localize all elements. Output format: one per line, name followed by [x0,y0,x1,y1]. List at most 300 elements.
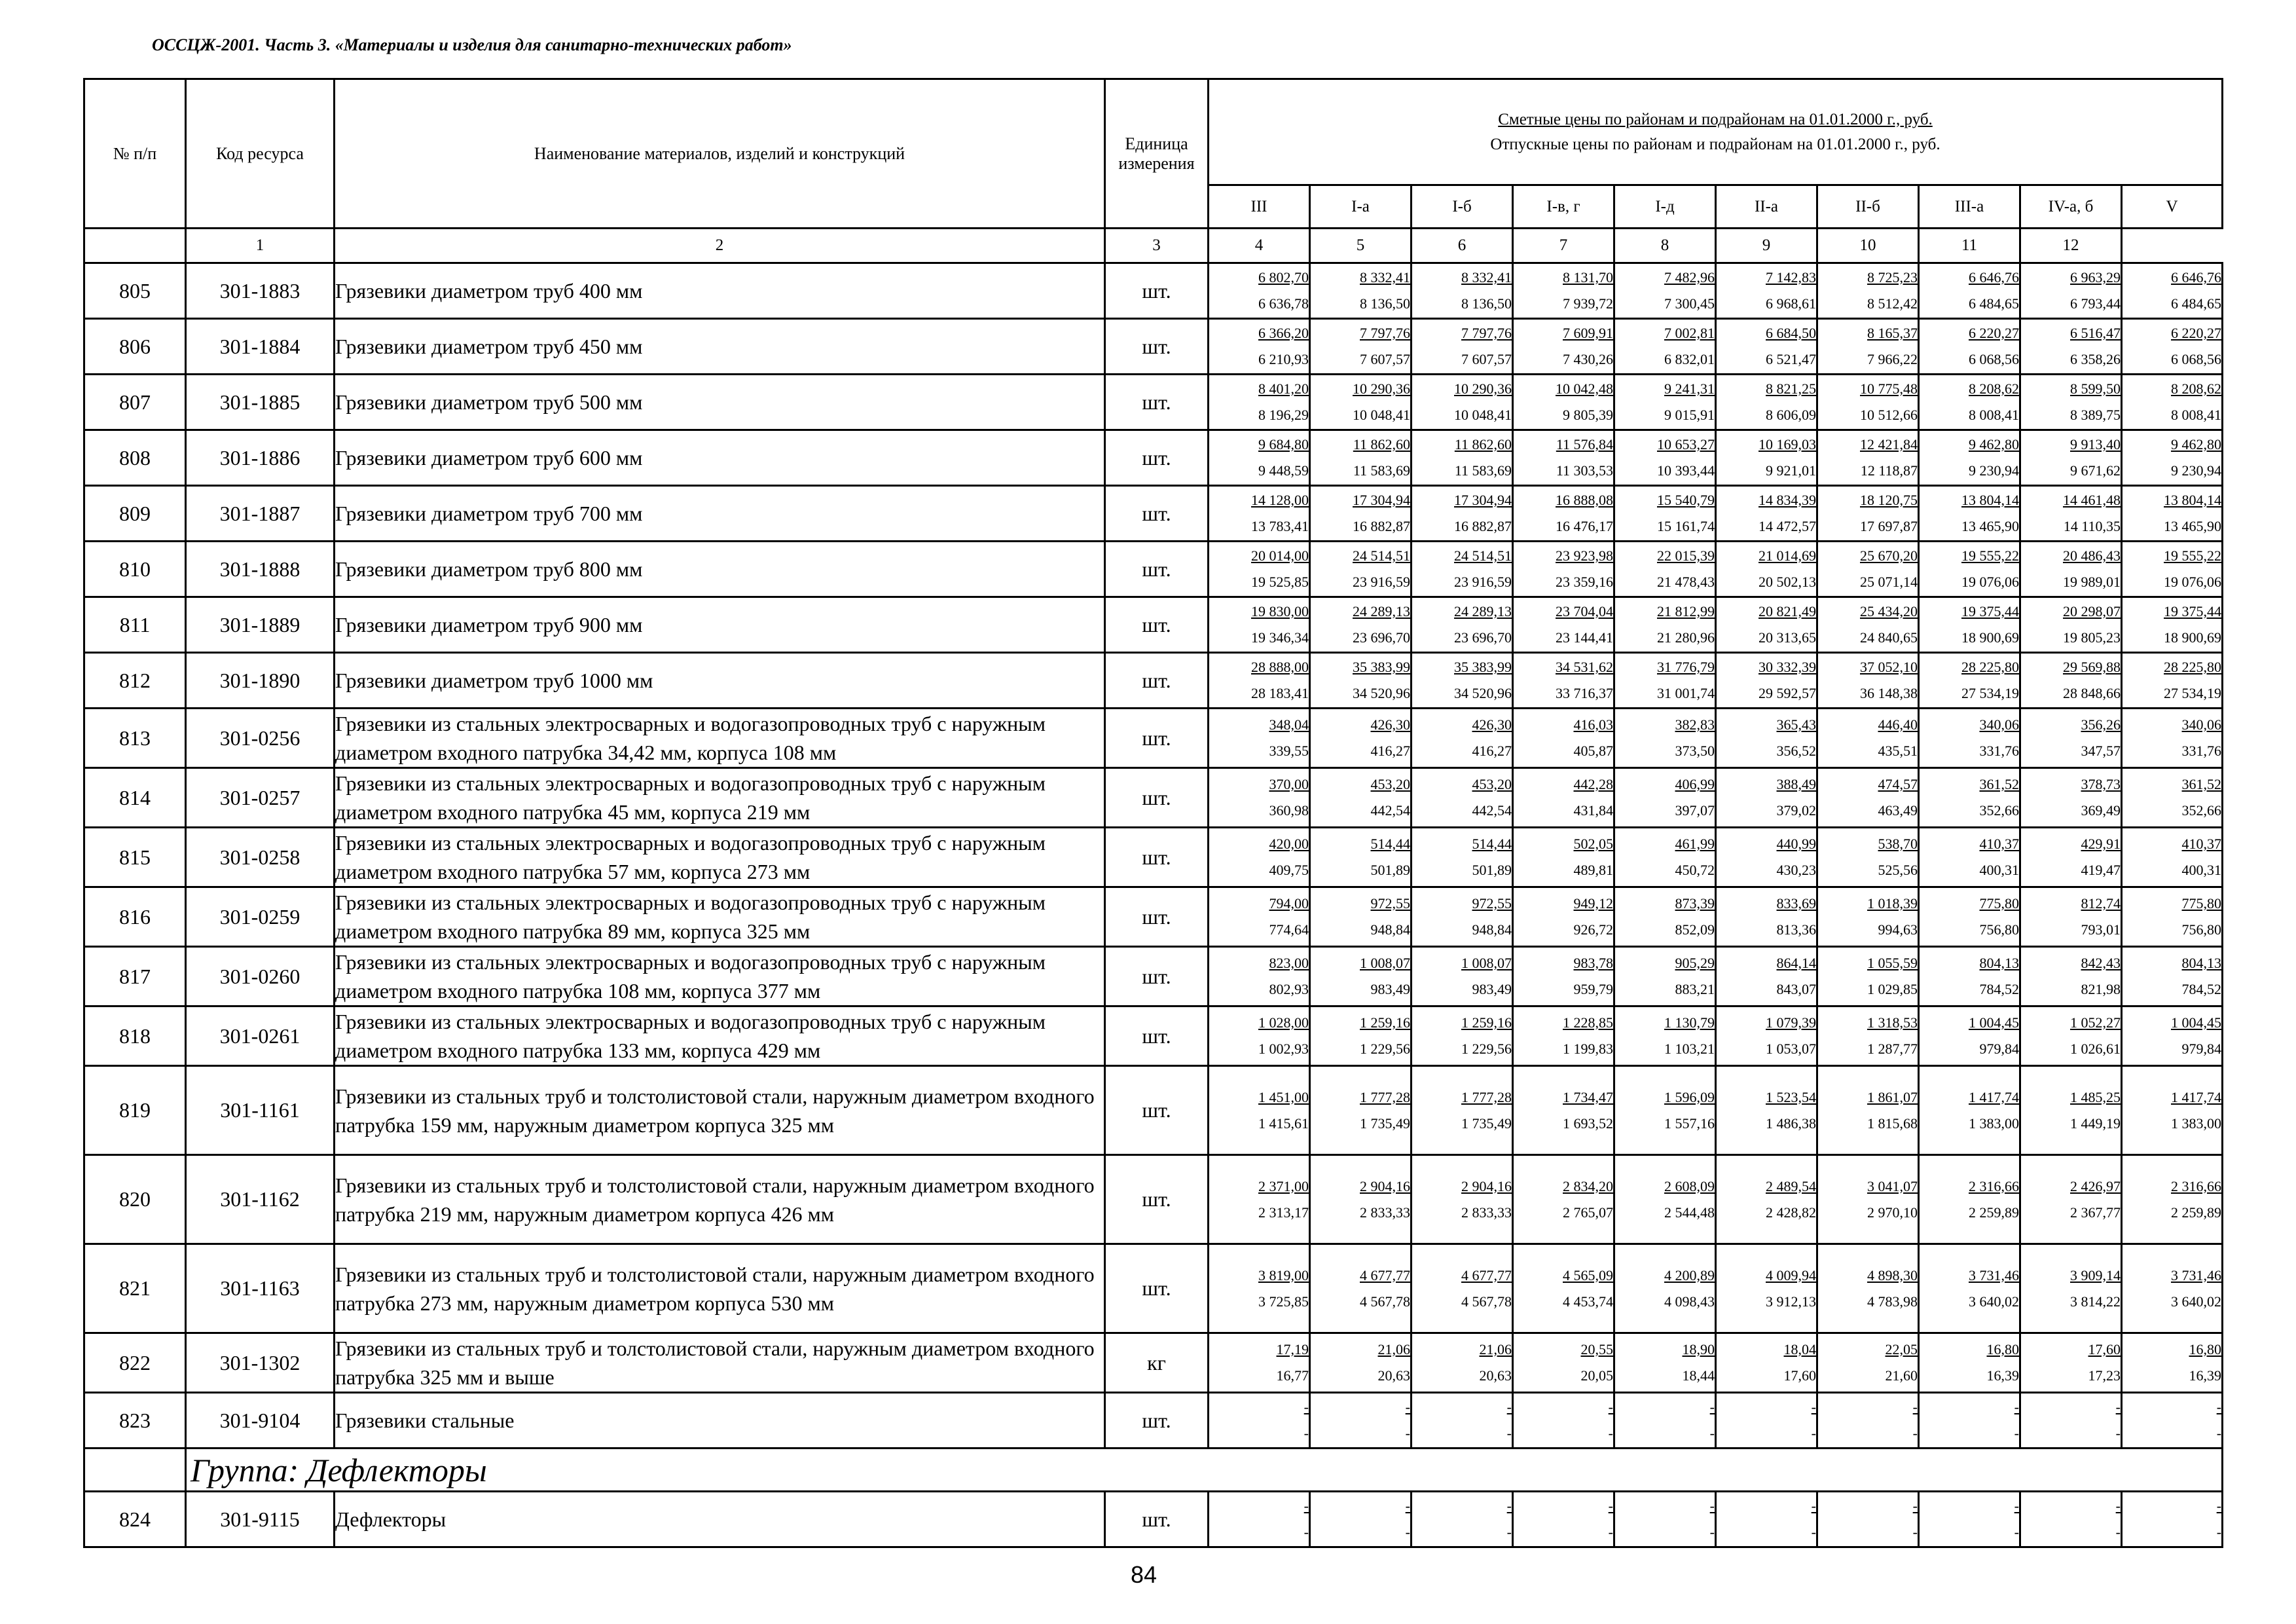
release-price: 8 008,41 [2171,407,2222,423]
estimated-price: - [2014,1399,2019,1415]
estimated-price: 1 130,79 [1664,1014,1715,1031]
estimated-price: 13 804,14 [2164,492,2222,508]
release-price: 2 259,89 [1969,1204,2019,1221]
price-cell [1716,653,1817,709]
price-cell [2020,263,2122,319]
release-price: 6 358,26 [2070,351,2121,367]
item-name: Грязевики из стальных труб и толстолистовой стали, наружным диаметром входного патрубка 273 мм, наружным диаметром корпуса 530 мм [335,1244,1105,1333]
estimated-price: 972,55 [1370,895,1410,912]
estimated-price: 972,55 [1472,895,1512,912]
item-name: Грязевики из стальных труб и толстолистовой стали, наружным диаметром входного патрубка 325 мм и выше [335,1333,1105,1393]
price-cell [1817,597,1919,653]
price-cell [1209,1155,1310,1244]
row-number: 811 [84,597,186,653]
release-price: 19 346,34 [1251,629,1309,646]
price-table [83,78,2223,1548]
row-number: 810 [84,542,186,597]
release-price: 25 071,14 [1860,574,1918,590]
price-cell [1513,597,1614,653]
estimated-price: 19 375,44 [2164,603,2222,619]
release-price: 379,02 [1776,802,1816,819]
release-price: 1 735,49 [1461,1115,1512,1132]
estimated-price: 340,06 [1979,716,2019,733]
estimated-price: 864,14 [1776,955,1816,971]
table-row [84,1244,2223,1333]
estimated-price: 429,91 [2081,836,2121,852]
price-cell [1614,653,1716,709]
release-price: - [2216,1425,2222,1441]
price-cell [1310,263,1412,319]
price-cell [1716,768,1817,828]
release-price: 36 148,38 [1860,685,1918,701]
price-cell [2020,1006,2122,1066]
release-price: 12 118,87 [1860,462,1918,479]
item-name: Грязевики из стальных электросварных и водогазопроводных труб с наружным диаметром входного патрубка 133 мм, корпуса 429 мм [335,1006,1105,1066]
unit-of-measure: шт. [1105,430,1209,486]
price-cell [1310,887,1412,947]
release-price: 6 484,65 [2171,295,2222,312]
price-cell [2122,1155,2223,1244]
release-price: 2 833,33 [1461,1204,1512,1221]
release-price: 489,81 [1573,862,1613,878]
release-price: 20,63 [1377,1367,1410,1384]
release-price: - [1811,1524,1816,1540]
release-price: 948,84 [1472,921,1512,938]
release-price: 416,27 [1370,743,1410,759]
estimated-price: 14 834,39 [1758,492,1816,508]
header-region: II-б [1817,185,1919,229]
price-cell [1513,653,1614,709]
price-cell [1209,947,1310,1006]
column-number: 8 [1614,229,1716,263]
table-row [84,263,2223,319]
estimated-price: - [1811,1498,1816,1514]
release-price: 4 567,78 [1461,1293,1512,1310]
estimated-price: - [1912,1498,1918,1514]
price-cell [1614,828,1716,887]
price-cell [1513,375,1614,430]
estimated-price: 7 797,76 [1461,325,1512,341]
release-price: 9 230,94 [1969,462,2019,479]
estimated-price: - [1912,1399,1918,1415]
release-price: 450,72 [1675,862,1715,878]
estimated-price: 4 677,77 [1461,1266,1512,1283]
estimated-price: 17,19 [1276,1341,1309,1357]
estimated-price: 6 220,27 [2171,325,2222,341]
estimated-price: 410,37 [2181,836,2222,852]
price-cell [1310,1333,1412,1393]
estimated-price: 426,30 [1472,716,1512,733]
release-price: 11 583,69 [1353,462,1410,479]
estimated-price: 14 461,48 [2063,492,2121,508]
release-price: 400,31 [2181,862,2222,878]
header-region: V [2122,185,2223,229]
estimated-price: 21 014,69 [1758,547,1816,564]
unit-of-measure: кг [1105,1333,1209,1393]
release-price: 16,39 [2189,1367,2222,1384]
release-price: - [1912,1425,1918,1441]
estimated-price: 11 576,84 [1556,436,1613,452]
table-row [84,1333,2223,1393]
column-number: 1 [186,229,335,263]
release-price: 3 725,85 [1258,1293,1309,1310]
price-cell [1614,1155,1716,1244]
estimated-price: 22 015,39 [1657,547,1715,564]
price-cell [1716,430,1817,486]
estimated-price: 10 290,36 [1353,380,1410,397]
price-cell [1919,1066,2020,1155]
release-price: 20,05 [1580,1367,1613,1384]
release-price: 7 300,45 [1664,295,1715,312]
price-cell [1817,430,1919,486]
item-name: Грязевики из стальных электросварных и водогазопроводных труб с наружным диаметром входного патрубка 34,42 мм, корпуса 108 мм [335,709,1105,768]
estimated-price: 16,80 [2189,1341,2222,1357]
release-price: 31 001,74 [1657,685,1715,701]
estimated-price: 22,05 [1885,1341,1918,1357]
release-price: 416,27 [1472,743,1512,759]
estimated-price: 17 304,94 [1353,492,1410,508]
release-price: 11 303,53 [1556,462,1613,479]
row-number: 805 [84,263,186,319]
release-price: 979,84 [2181,1041,2222,1057]
price-cell [1716,1066,1817,1155]
price-cell [1919,768,2020,828]
release-price: 409,75 [1269,862,1309,878]
release-price: - [2115,1425,2121,1441]
price-cell [1412,709,1513,768]
price-cell [1716,542,1817,597]
estimated-price: 4 677,77 [1360,1266,1410,1283]
table-row [84,486,2223,542]
estimated-price: 2 316,66 [2171,1177,2222,1194]
release-price: 2 765,07 [1563,1204,1613,1221]
table-row [84,319,2223,375]
release-price: 9 015,91 [1664,407,1715,423]
estimated-price: 1 734,47 [1563,1088,1613,1105]
price-cell [1919,486,2020,542]
price-cell [1209,1393,1310,1449]
price-cell [1614,430,1716,486]
estimated-price: 10 775,48 [1860,380,1918,397]
release-price: 821,98 [2081,981,2121,997]
release-price: 8 196,29 [1258,407,1309,423]
estimated-price: 2 489,54 [1766,1177,1816,1194]
price-cell [1716,1393,1817,1449]
estimated-price: 8 332,41 [1461,269,1512,286]
release-price: 23 916,59 [1454,574,1512,590]
release-price: 20 313,65 [1758,629,1816,646]
resource-code: 301-1890 [186,653,335,709]
price-cell [1817,768,1919,828]
price-cell [1919,1006,2020,1066]
header-num: № п/п [84,79,186,229]
estimated-price: 17 304,94 [1454,492,1512,508]
price-cell [1614,1333,1716,1393]
column-number: 12 [2020,229,2122,263]
price-cell [2020,430,2122,486]
release-price: - [1405,1524,1410,1540]
price-cell [2020,887,2122,947]
table-row [84,542,2223,597]
estimated-price: 6 802,70 [1258,269,1309,286]
price-cell [2020,375,2122,430]
release-price: 3 814,22 [2070,1293,2121,1310]
price-cell [1817,947,1919,1006]
price-cell [2020,709,2122,768]
unit-of-measure: шт. [1105,597,1209,653]
column-number: 3 [1105,229,1209,263]
release-price: - [1405,1425,1410,1441]
release-price: 883,21 [1675,981,1715,997]
price-cell [1209,709,1310,768]
release-price: 23 144,41 [1556,629,1613,646]
price-cell [1716,597,1817,653]
estimated-price: 9 241,31 [1664,380,1715,397]
header-prices-line2: Отпускные цены по районам и подрайонам на 01.01.2000 г., руб. [1490,135,1941,153]
price-cell [1412,653,1513,709]
row-number: 812 [84,653,186,709]
unit-of-measure: шт. [1105,263,1209,319]
release-price: 17,23 [2088,1367,2121,1384]
price-cell [1716,828,1817,887]
price-cell [1412,1492,1513,1547]
estimated-price: 538,70 [1878,836,1918,852]
price-cell [1513,1066,1614,1155]
price-cell [1412,597,1513,653]
release-price: 442,54 [1472,802,1512,819]
estimated-price: 1 523,54 [1766,1088,1816,1105]
estimated-price: - [1405,1498,1410,1514]
estimated-price: 356,26 [2081,716,2121,733]
table-row [84,1006,2223,1066]
release-price: 331,76 [2181,743,2222,759]
estimated-price: 1 052,27 [2070,1014,2121,1031]
estimated-price: 1 485,25 [2070,1088,2121,1105]
resource-code: 301-0256 [186,709,335,768]
estimated-price: 1 259,16 [1461,1014,1512,1031]
price-cell [1412,1006,1513,1066]
estimated-price: 20 014,00 [1251,547,1309,564]
release-price: 7 607,57 [1360,351,1410,367]
price-cell [2020,597,2122,653]
estimated-price: 983,78 [1573,955,1613,971]
release-price: - [1608,1524,1613,1540]
release-price: 13 783,41 [1251,518,1309,534]
release-price: 10 393,44 [1657,462,1715,479]
release-price: 4 098,43 [1664,1293,1715,1310]
release-price: 4 783,98 [1867,1293,1918,1310]
price-cell [1817,263,1919,319]
release-price: 6 636,78 [1258,295,1309,312]
column-number: 9 [1716,229,1817,263]
estimated-price: 1 055,59 [1867,955,1918,971]
price-cell [1716,1333,1817,1393]
row-number: 821 [84,1244,186,1333]
price-cell [1716,263,1817,319]
price-cell [1817,1333,1919,1393]
price-cell [1209,430,1310,486]
price-cell [1209,828,1310,887]
release-price: 21 280,96 [1657,629,1715,646]
resource-code: 301-0258 [186,828,335,887]
release-price: 8 136,50 [1461,295,1512,312]
release-price: 756,80 [2181,921,2222,938]
price-cell [1919,263,2020,319]
column-number: 2 [335,229,1105,263]
estimated-price: 8 165,37 [1867,325,1918,341]
table-row [84,430,2223,486]
item-name: Грязевики из стальных электросварных и водогазопроводных труб с наружным диаметром входного патрубка 89 мм, корпуса 325 мм [335,887,1105,947]
estimated-price: 833,69 [1776,895,1816,912]
price-cell [1614,597,1716,653]
price-cell [1412,375,1513,430]
estimated-price: 7 482,96 [1664,269,1715,286]
price-cell [1209,486,1310,542]
release-price: 9 448,59 [1258,462,1309,479]
row-number: 815 [84,828,186,887]
resource-code: 301-1886 [186,430,335,486]
estimated-price: 361,52 [2181,776,2222,792]
unit-of-measure: шт. [1105,319,1209,375]
release-price: 843,07 [1776,981,1816,997]
price-cell [2122,597,2223,653]
estimated-price: 20,55 [1580,1341,1613,1357]
estimated-price: 4 200,89 [1664,1266,1715,1283]
estimated-price: - [1608,1399,1613,1415]
price-cell [1817,887,1919,947]
header-prices [1209,79,2223,185]
release-price: 1 693,52 [1563,1115,1613,1132]
unit-of-measure: шт. [1105,768,1209,828]
price-cell [1614,486,1716,542]
estimated-price: 4 898,30 [1867,1266,1918,1283]
release-price: 20,63 [1479,1367,1512,1384]
item-name: Дефлекторы [335,1492,1105,1547]
estimated-price: 19 830,00 [1251,603,1309,619]
estimated-price: 8 725,23 [1867,269,1918,286]
price-cell [1209,597,1310,653]
price-cell [1614,375,1716,430]
price-cell [2122,828,2223,887]
release-price: 16 882,87 [1454,518,1512,534]
release-price: 19 525,85 [1251,574,1309,590]
unit-of-measure: шт. [1105,1006,1209,1066]
price-cell [1919,947,2020,1006]
estimated-price: 8 599,50 [2070,380,2121,397]
resource-code: 301-1887 [186,486,335,542]
release-price: 1 287,77 [1867,1041,1918,1057]
unit-of-measure: шт. [1105,828,1209,887]
price-cell [2122,947,2223,1006]
release-price: 430,23 [1776,862,1816,878]
estimated-price: 21,06 [1479,1341,1512,1357]
unit-of-measure: шт. [1105,542,1209,597]
price-cell [2122,1244,2223,1333]
estimated-price: 3 041,07 [1867,1177,1918,1194]
release-price: 6 484,65 [1969,295,2019,312]
header-region: II-а [1716,185,1817,229]
estimated-price: - [1709,1399,1715,1415]
estimated-price: 28 888,00 [1251,659,1309,675]
estimated-price: 12 421,84 [1860,436,1918,452]
unit-of-measure: шт. [1105,709,1209,768]
release-price: 852,09 [1675,921,1715,938]
price-cell [2122,263,2223,319]
price-cell [2122,768,2223,828]
price-cell [1716,1155,1817,1244]
release-price: 756,80 [1979,921,2019,938]
estimated-price: - [1506,1498,1512,1514]
price-cell [1716,887,1817,947]
estimated-price: 7 002,81 [1664,325,1715,341]
release-price: 34 520,96 [1353,685,1410,701]
estimated-price: 2 371,00 [1258,1177,1309,1194]
price-cell [1614,887,1716,947]
estimated-price: 1 451,00 [1258,1088,1309,1105]
row-number: 816 [84,887,186,947]
price-cell [2020,542,2122,597]
estimated-price: - [1405,1399,1410,1415]
estimated-price: 7 142,83 [1766,269,1816,286]
release-price: 6 793,44 [2070,295,2121,312]
release-price: - [1608,1425,1613,1441]
price-cell [1919,430,2020,486]
estimated-price: 2 904,16 [1360,1177,1410,1194]
table-row [84,768,2223,828]
release-price: - [1506,1524,1512,1540]
price-cell [1209,768,1310,828]
release-price: 27 534,19 [2164,685,2222,701]
price-cell [2020,1393,2122,1449]
release-price: 6 521,47 [1766,351,1816,367]
resource-code: 301-9115 [186,1492,335,1547]
release-price: 926,72 [1573,921,1613,938]
estimated-price: 18,04 [1783,1341,1816,1357]
release-price: 9 671,62 [2070,462,2121,479]
price-cell [1614,709,1716,768]
price-cell [1209,1244,1310,1333]
release-price: 8 606,09 [1766,407,1816,423]
release-price: 397,07 [1675,802,1715,819]
row-number: 814 [84,768,186,828]
price-cell [1919,653,2020,709]
release-price: 23 696,70 [1353,629,1410,646]
column-number: 11 [1919,229,2020,263]
estimated-price: 453,20 [1370,776,1410,792]
header-code: Код ресурса [186,79,335,229]
release-price: 3 912,13 [1766,1293,1816,1310]
release-price: 8 136,50 [1360,295,1410,312]
release-price: 1 053,07 [1766,1041,1816,1057]
column-number-empty [84,229,186,263]
estimated-price: 1 004,45 [1969,1014,2019,1031]
release-price: 501,89 [1472,862,1512,878]
price-cell [1919,1333,2020,1393]
price-cell [2122,319,2223,375]
estimated-price: 2 904,16 [1461,1177,1512,1194]
price-cell [1513,430,1614,486]
release-price: 21 478,43 [1657,574,1715,590]
unit-of-measure: шт. [1105,1155,1209,1244]
estimated-price: 21,06 [1377,1341,1410,1357]
price-cell [1513,1333,1614,1393]
estimated-price: 21 812,99 [1657,603,1715,619]
estimated-price: 949,12 [1573,895,1613,912]
release-price: - [2115,1524,2121,1540]
release-price: 10 048,41 [1353,407,1410,423]
release-price: 1 415,61 [1258,1115,1309,1132]
resource-code: 301-1163 [186,1244,335,1333]
